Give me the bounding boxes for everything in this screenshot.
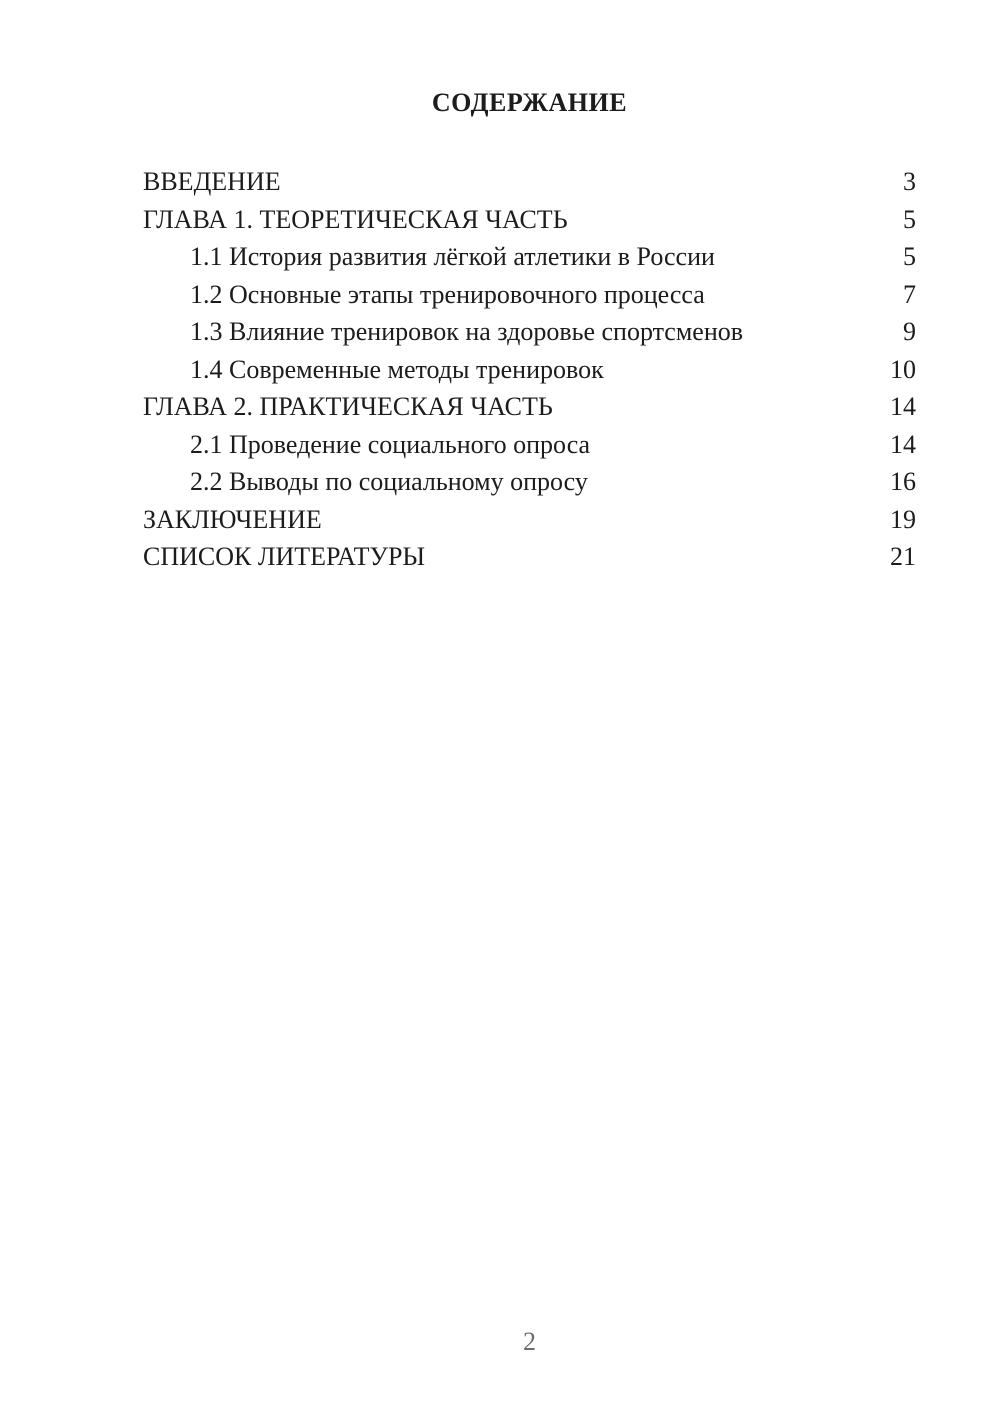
toc-list [143,163,916,576]
toc-entry-page: 19 [890,504,916,534]
toc-entry-page: 14 [890,429,916,459]
toc-entry [143,463,916,501]
toc-entry-page: 7 [903,279,916,309]
page-title: СОДЕРЖАНИЕ [431,88,628,117]
toc-entry-label: ГЛАВА 2. ПРАКТИЧЕСКАЯ ЧАСТЬ [143,392,553,421]
toc-entry-label: 1.1 История развития лёгкой атлетики в России [190,242,715,271]
toc-entry-label: 1.4 Современные методы тренировок [190,354,604,384]
toc-entry-page: 3 [903,167,916,196]
toc-entry [143,276,916,314]
toc-entry [143,201,916,239]
toc-entry-label: ВВЕДЕНИЕ [143,167,281,196]
toc-entry-label: 2.1 Проведение социального опроса [190,429,591,459]
toc-entry-label: ЗАКЛЮЧЕНИЕ [143,504,322,534]
toc-entry-page: 5 [903,204,916,234]
toc-entry [143,426,916,464]
toc-entry [143,351,916,389]
toc-entry [143,163,916,201]
toc-entry-label: 1.3 Влияние тренировок на здоровье спортсменов [190,317,744,346]
toc-entry-page: 14 [890,392,916,421]
toc-entry-label: 1.2 Основные этапы тренировочного процесса [190,279,705,309]
toc-entry-page: 21 [890,542,916,571]
toc-entry-label: 2.2 Выводы по социальному опросу [190,467,588,496]
footer-page-number: 2 [523,1327,536,1356]
toc-entry-page: 5 [903,242,916,271]
toc-entry-page: 10 [890,354,916,384]
toc-entry [143,388,916,426]
toc-entry-page: 9 [903,317,916,346]
toc-entry [143,313,916,351]
toc-entry-page: 16 [890,467,916,496]
toc-entry [143,238,916,276]
toc-entry [143,501,916,539]
toc-entry-label: ГЛАВА 1. ТЕОРЕТИЧЕСКАЯ ЧАСТЬ [143,204,568,234]
toc-entry [143,538,916,576]
toc-entry-label: СПИСОК ЛИТЕРАТУРЫ [143,542,426,571]
